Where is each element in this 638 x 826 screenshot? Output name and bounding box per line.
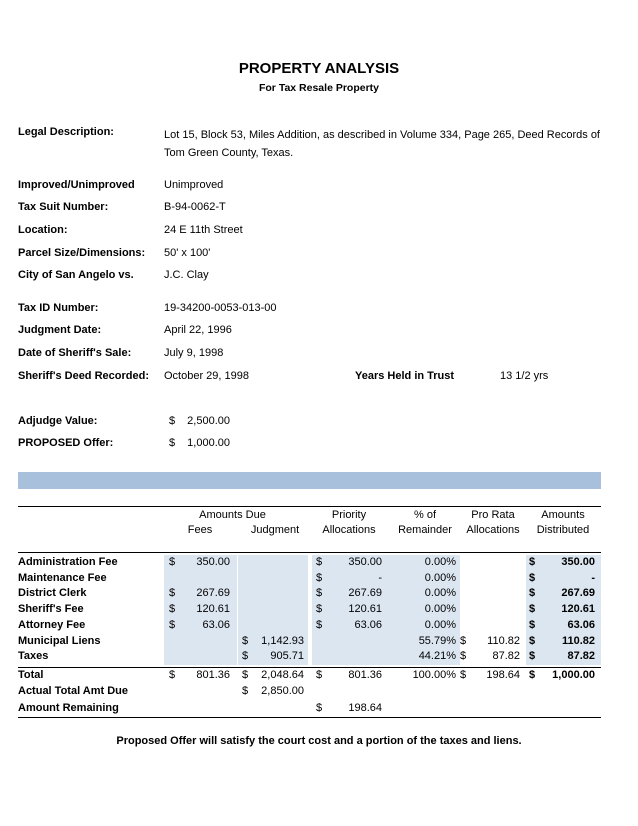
- table-row-prio-cur: $: [316, 603, 323, 616]
- remaining-row-label: Amount Remaining: [18, 702, 119, 714]
- table-row-dist-cur: $: [529, 618, 536, 631]
- table-row-label: Maintenance Fee: [18, 571, 107, 584]
- table-row-fees: 350.00: [196, 556, 230, 568]
- total-row-pro: 198.64: [486, 669, 520, 681]
- table-top-rule: [18, 506, 601, 507]
- judgment-date-label: Judgment Date:: [18, 324, 102, 336]
- header-judgment: Judgment: [250, 524, 300, 536]
- table-row-label: Administration Fee: [18, 556, 118, 568]
- table-row-dist: 120.61: [561, 603, 595, 616]
- section-divider-band: [18, 472, 601, 489]
- improved-value: Unimproved: [164, 179, 224, 191]
- table-row-dist: -: [591, 571, 595, 584]
- table-row-label: District Clerk: [18, 587, 87, 600]
- table-row-label: Attorney Fee: [18, 618, 86, 631]
- table-row-pro-cur: $: [460, 634, 467, 647]
- city-label: City of San Angelo vs.: [18, 269, 134, 281]
- table-header-rule: [18, 552, 601, 553]
- tax-suit-value: B-94-0062-T: [164, 201, 226, 213]
- table-row-prio-cur: $: [316, 618, 323, 631]
- parcel-size-label: Parcel Size/Dimensions:: [18, 247, 146, 259]
- total-row-dist-cur: $: [529, 669, 536, 681]
- actual-due-row-label: Actual Total Amt Due: [18, 685, 129, 697]
- legal-description-value: Lot 15, Block 53, Miles Addition, as described in Volume 334, Page 265, Deed Records of Tom Green County, Texas.: [164, 129, 600, 159]
- total-row-pro-cur: $: [460, 669, 467, 681]
- proposed-offer-label: PROPOSED Offer:: [18, 437, 114, 449]
- page-subtitle: For Tax Resale Property: [258, 82, 380, 94]
- proposed-offer-value: 1,000.00: [187, 437, 230, 449]
- sheriff-sale-label: Date of Sheriff's Sale:: [18, 347, 132, 359]
- page-title: PROPERTY ANALYSIS: [238, 60, 400, 77]
- table-row-dist-cur: $: [529, 634, 536, 647]
- table-row-fees-cur: $: [169, 603, 176, 616]
- remaining-row-prio: 198.64: [348, 702, 382, 714]
- table-row-pct: 44.21%: [418, 650, 456, 663]
- table-row-judg-cur: $: [242, 650, 249, 663]
- header-priority: Priority: [331, 509, 367, 521]
- header-distributed: Distributed: [536, 524, 590, 536]
- table-row-prio-cur: $: [316, 556, 323, 568]
- improved-label: Improved/Unimproved: [18, 179, 135, 191]
- total-row-pct: 100.00%: [412, 669, 456, 681]
- header-pct-of: % of: [413, 509, 436, 521]
- tax-suit-label: Tax Suit Number:: [18, 201, 109, 213]
- table-row-dist: 350.00: [561, 556, 595, 568]
- adjudge-value-label: Adjudge Value:: [18, 415, 98, 427]
- total-row-judg-cur: $: [242, 669, 249, 681]
- legal-description-label: Legal Description:: [18, 126, 114, 138]
- table-row-prio: 350.00: [348, 556, 382, 568]
- remaining-row-prio-cur: $: [316, 702, 323, 714]
- header-allocations: Allocations: [322, 524, 376, 536]
- total-row-judg: 2,048.64: [261, 669, 304, 681]
- sheriff-deed-value: October 29, 1998: [164, 370, 250, 382]
- table-row-dist: 267.69: [561, 587, 595, 600]
- table-row-pro-cur: $: [460, 650, 467, 663]
- parcel-size-value: 50' x 100': [164, 247, 211, 259]
- table-row-prio: -: [378, 571, 382, 584]
- actual-due-row-judg-cur: $: [242, 685, 249, 697]
- header-fees: Fees: [187, 524, 213, 536]
- years-in-trust-value: 13 1/2 yrs: [500, 370, 549, 382]
- sheriff-sale-value: July 9, 1998: [164, 347, 224, 359]
- header-amounts: Amounts: [541, 509, 585, 521]
- table-row-dist-cur: $: [529, 603, 536, 616]
- tax-id-value: 19-34200-0053-013-00: [164, 302, 277, 314]
- table-row-pct: 0.00%: [424, 587, 456, 600]
- header-remainder: Remainder: [398, 524, 452, 536]
- table-total-rule: [18, 667, 601, 668]
- table-row-pct: 0.00%: [424, 603, 456, 616]
- adjudge-value: 2,500.00: [187, 415, 230, 427]
- table-row-pro: 87.82: [492, 650, 520, 663]
- table-row-label: Municipal Liens: [18, 634, 101, 647]
- proposed-offer-currency: $: [169, 437, 176, 449]
- table-row-pct: 0.00%: [424, 571, 456, 584]
- table-row-judg-cur: $: [242, 634, 249, 647]
- header-pro-rata: Pro Rata: [471, 509, 515, 521]
- total-row-fees: 801.36: [196, 669, 230, 681]
- total-row-prio-cur: $: [316, 669, 323, 681]
- total-row-prio: 801.36: [348, 669, 382, 681]
- table-row-fees-cur: $: [169, 556, 176, 568]
- table-row-prio-cur: $: [316, 571, 323, 584]
- total-row-label: Total: [18, 669, 44, 681]
- location-label: Location:: [18, 224, 68, 236]
- table-row-prio: 63.06: [354, 618, 382, 631]
- header-pro-allocations: Allocations: [466, 524, 520, 536]
- table-row-dist: 110.82: [561, 634, 595, 647]
- table-row-fees: 120.61: [196, 603, 230, 616]
- table-row-prio: 120.61: [348, 603, 382, 616]
- table-bottom-rule: [18, 717, 601, 718]
- table-row-fees: 63.06: [202, 618, 230, 631]
- table-row-dist-cur: $: [529, 650, 536, 663]
- adjudge-currency: $: [169, 415, 176, 427]
- location-value: 24 E 11th Street: [164, 224, 243, 236]
- table-row-label: Taxes: [18, 650, 49, 663]
- footer-note: Proposed Offer will satisfy the court cost and a portion of the taxes and liens.: [116, 735, 522, 747]
- table-row-fees-cur: $: [169, 587, 176, 600]
- table-row-dist-cur: $: [529, 571, 536, 584]
- sheriff-deed-label: Sheriff's Deed Recorded:: [18, 370, 149, 382]
- table-row-pct: 0.00%: [424, 618, 456, 631]
- table-row-fees-cur: $: [169, 618, 176, 631]
- table-row-judg: 1,142.93: [261, 634, 304, 647]
- table-row-dist: 63.06: [567, 618, 595, 631]
- city-value: J.C. Clay: [164, 269, 209, 281]
- table-row-dist: 87.82: [567, 650, 595, 663]
- years-in-trust-label: Years Held in Trust: [355, 370, 455, 382]
- header-amounts-due: Amounts Due: [199, 509, 266, 521]
- table-row-pro: 110.82: [487, 634, 520, 647]
- table-row-dist-cur: $: [529, 556, 536, 568]
- shade-judgment: [238, 555, 308, 665]
- table-row-judg: 905.71: [270, 650, 304, 663]
- table-row-label: Sheriff's Fee: [18, 603, 84, 616]
- table-row-pct: 0.00%: [424, 556, 456, 568]
- total-row-dist: 1,000.00: [552, 669, 595, 681]
- total-row-fees-cur: $: [169, 669, 176, 681]
- actual-due-row-judg: 2,850.00: [261, 685, 304, 697]
- table-row-prio: 267.69: [348, 587, 382, 600]
- table-row-fees: 267.69: [196, 587, 230, 600]
- table-row-pct: 55.79%: [418, 634, 456, 647]
- table-row-prio-cur: $: [316, 587, 323, 600]
- judgment-date-value: April 22, 1996: [164, 324, 232, 336]
- table-row-dist-cur: $: [529, 587, 536, 600]
- tax-id-label: Tax ID Number:: [18, 302, 99, 314]
